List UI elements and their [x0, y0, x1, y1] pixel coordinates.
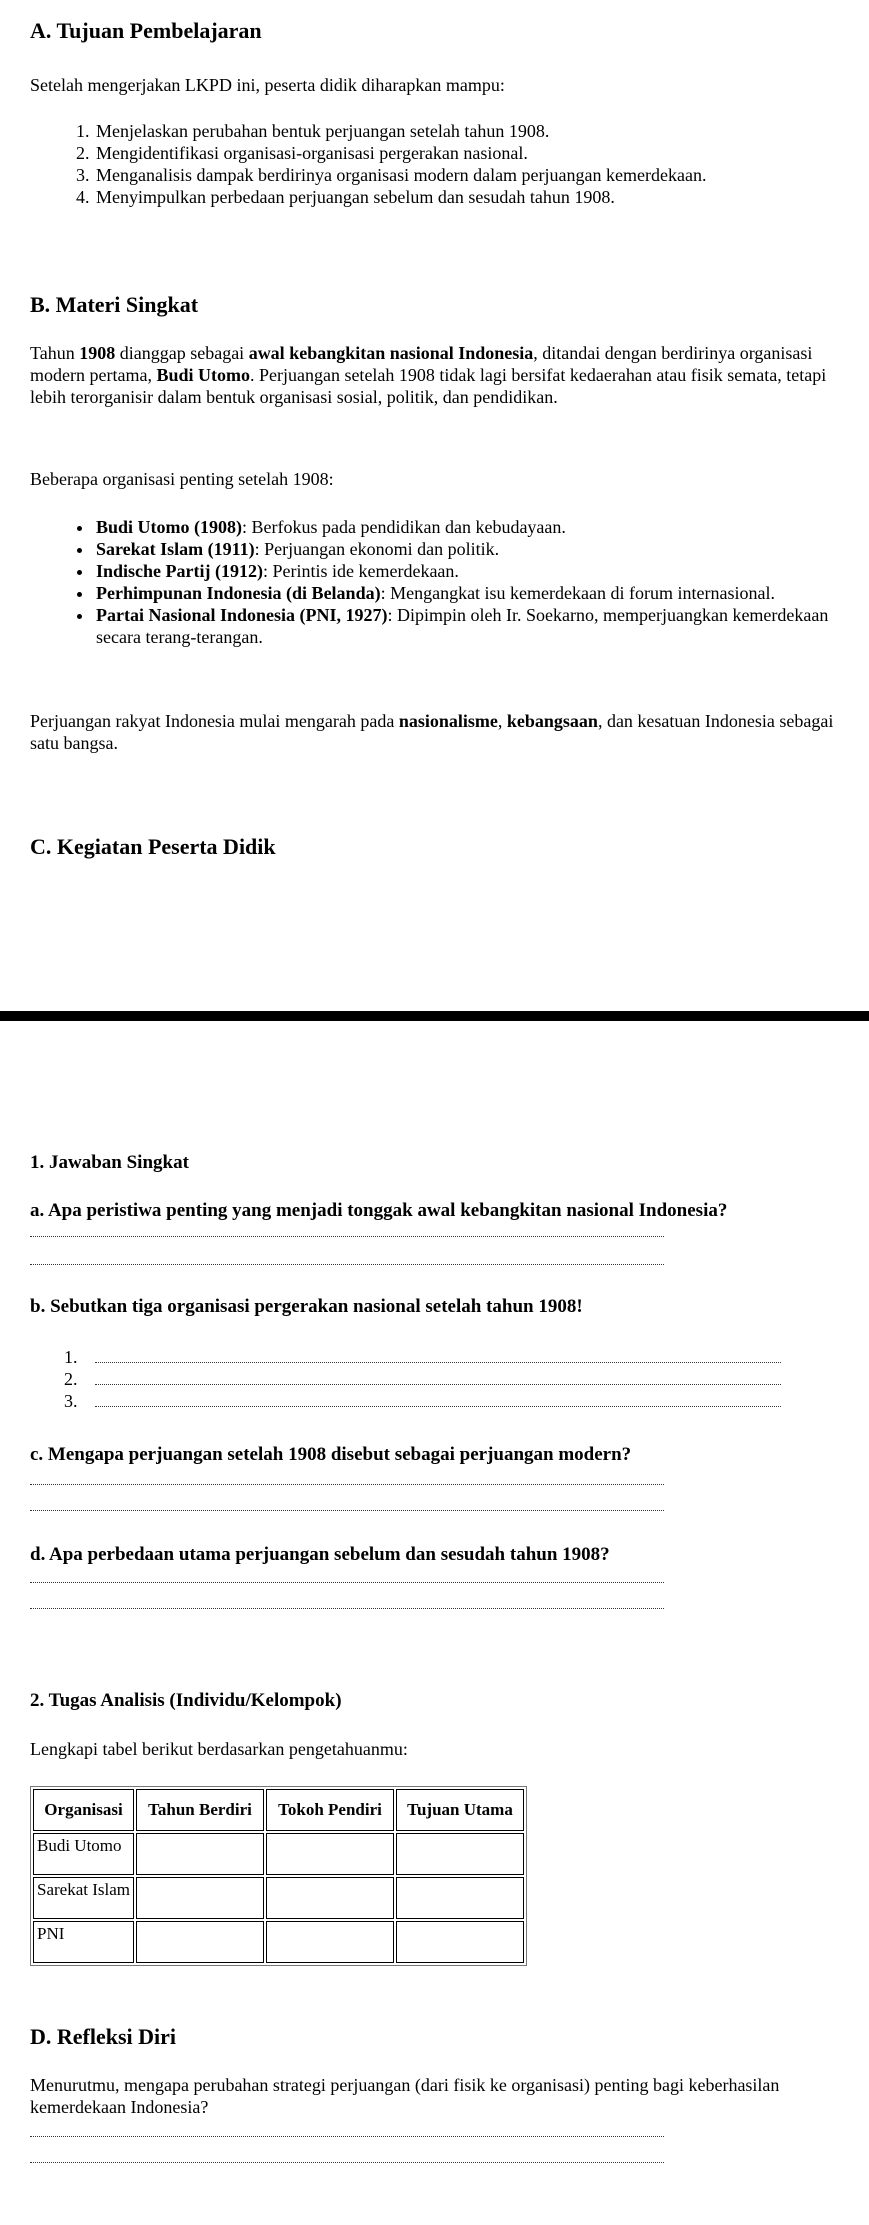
table-cell-input[interactable]: [396, 1921, 524, 1963]
organization-item: • Perhimpunan Indonesia (di Belanda): Mengangkat isu kemerdekaan di forum internasional.: [94, 582, 860, 604]
objective-item: 1. Menjelaskan perubahan bentuk perjuangan setelah tahun 1908.: [94, 120, 706, 142]
table-row: [33, 1877, 524, 1919]
organization-item: • Indische Partij (1912): Perintis ide kemerdekaan.: [94, 560, 860, 582]
heading-kegiatan-peserta-didik: C. Kegiatan Peserta Didik: [30, 834, 276, 859]
answer-line-b3[interactable]: [64, 1390, 750, 1412]
table-header: Organisasi: [33, 1789, 134, 1831]
part1-title: 1. Jawaban Singkat: [30, 1152, 189, 1173]
objectives-list: [30, 120, 706, 208]
table-header: Tujuan Utama: [396, 1789, 524, 1831]
question-a: a. Apa peristiwa penting yang menjadi tonggak awal kebangkitan nasional Indonesia?: [30, 1200, 728, 1221]
material-closing: Perjuangan rakyat Indonesia mulai mengarah pada nasionalisme, kebangsaan, dan kesatuan Indonesia sebagai satu bangsa.: [30, 711, 834, 753]
answer-line-b2[interactable]: [64, 1368, 750, 1390]
organization-item: • Sarekat Islam (1911): Perjuangan ekonomi dan politik.: [94, 538, 860, 560]
organization-item: • Partai Nasional Indonesia (PNI, 1927): Dipimpin oleh Ir. Soekarno, memperjuangkan kemerdekaan secara terang-terangan.: [94, 604, 860, 648]
answer-line-c1[interactable]: [30, 1484, 664, 1485]
organizations-intro: Beberapa organisasi penting setelah 1908:: [30, 469, 334, 489]
answer-number: 2.: [64, 1369, 78, 1389]
table-cell-input[interactable]: [266, 1921, 394, 1963]
table-cell-organization: Sarekat Islam: [33, 1877, 134, 1919]
table-row: [33, 1921, 524, 1963]
table-row: [33, 1833, 524, 1875]
organization-item: • Budi Utomo (1908): Berfokus pada pendidikan dan kebudayaan.: [94, 516, 860, 538]
answer-line-d1[interactable]: [30, 1582, 664, 1583]
answer-line-c2[interactable]: [30, 1510, 664, 1511]
heading-tujuan-pembelajaran: A. Tujuan Pembelajaran: [30, 18, 262, 43]
part2-intro: Lengkapi tabel berikut berdasarkan pengetahuanmu:: [30, 1739, 408, 1759]
answer-line-d2[interactable]: [30, 1608, 664, 1609]
answer-line-a1[interactable]: [30, 1236, 664, 1237]
material-paragraph: Tahun 1908 dianggap sebagai awal kebangkitan nasional Indonesia, ditandai dengan berdirinya organisasi modern pertama, Budi Utomo. Perjuangan setelah 1908 tidak lagi bersifat kedaerahan atau fisik semata, tetapi lebih terorganisir dalam bentuk organisasi sosial, politik, dan pendidikan.: [30, 343, 827, 407]
table-cell-organization: PNI: [33, 1921, 134, 1963]
heading-refleksi-diri: D. Refleksi Diri: [30, 2024, 177, 2049]
table-cell-input[interactable]: [136, 1833, 264, 1875]
question-d: d. Apa perbedaan utama perjuangan sebelum dan sesudah tahun 1908?: [30, 1544, 610, 1565]
table-cell-organization: Budi Utomo: [33, 1833, 134, 1875]
reflection-question: Menurutmu, mengapa perubahan strategi perjuangan (dari fisik ke organisasi) penting bagi keberhasilan kemerdekaan Indonesia?: [30, 2075, 780, 2117]
question-b: b. Sebutkan tiga organisasi pergerakan nasional setelah tahun 1908!: [30, 1296, 583, 1317]
organizations-list: [30, 516, 860, 648]
objective-item: 2. Mengidentifikasi organisasi-organisasi pergerakan nasional.: [94, 142, 706, 164]
table-header-row: [33, 1789, 524, 1831]
answer-line-reflection1[interactable]: [30, 2136, 664, 2137]
heading-materi-singkat: B. Materi Singkat: [30, 292, 199, 317]
table-header: Tahun Berdiri: [136, 1789, 264, 1831]
table-header: Tokoh Pendiri: [266, 1789, 394, 1831]
table-cell-input[interactable]: [266, 1833, 394, 1875]
part2-title: 2. Tugas Analisis (Individu/Kelompok): [30, 1690, 342, 1711]
page-divider: [0, 1011, 869, 1021]
table-cell-input[interactable]: [266, 1877, 394, 1919]
table-cell-input[interactable]: [136, 1877, 264, 1919]
question-c: c. Mengapa perjuangan setelah 1908 disebut sebagai perjuangan modern?: [30, 1444, 632, 1465]
answer-number: 1.: [64, 1347, 78, 1367]
table-cell-input[interactable]: [136, 1921, 264, 1963]
objective-item: 3. Menganalisis dampak berdirinya organisasi modern dalam perjuangan kemerdekaan.: [94, 164, 706, 186]
table-cell-input[interactable]: [396, 1877, 524, 1919]
objectives-intro: Setelah mengerjakan LKPD ini, peserta didik diharapkan mampu:: [30, 75, 505, 95]
table-cell-input[interactable]: [396, 1833, 524, 1875]
answer-line-reflection2[interactable]: [30, 2162, 664, 2163]
answer-number: 3.: [64, 1391, 78, 1411]
analysis-table: [30, 1786, 527, 1966]
answer-line-a2[interactable]: [30, 1264, 664, 1265]
objective-item: 4. Menyimpulkan perbedaan perjuangan sebelum dan sesudah tahun 1908.: [94, 186, 706, 208]
answer-line-b1[interactable]: [64, 1346, 750, 1368]
